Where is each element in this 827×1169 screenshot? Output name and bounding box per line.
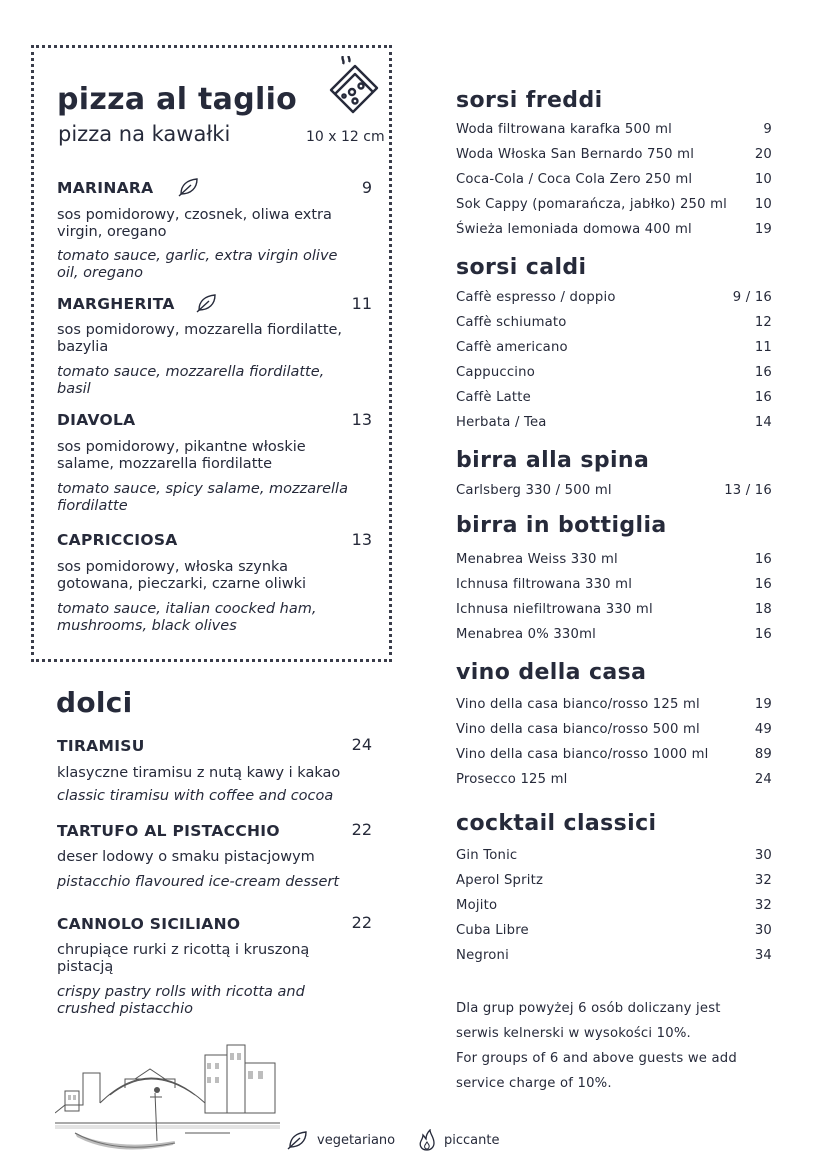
- drink-price: 9 / 16: [732, 289, 772, 305]
- drink-row: [456, 143, 772, 165]
- drink-name: Ichnusa niefiltrowana 330 ml: [456, 601, 653, 617]
- drink-name: Woda Włoska San Bernardo 750 ml: [456, 146, 695, 162]
- pizza-desc-pl: sos pomidorowy, czosnek, oliwa extra virgin, oregano: [57, 207, 332, 240]
- drink-row: [456, 218, 772, 240]
- drink-name: Sok Cappy (pomarańcza, jabłko) 250 ml: [456, 196, 728, 212]
- drink-name: Woda filtrowana karafka 500 ml: [456, 121, 673, 137]
- dolci-desc-pl: klasyczne tiramisu z nutą kawy i kakao: [57, 765, 341, 781]
- drink-row: [456, 573, 772, 595]
- drink-price: 19: [754, 221, 772, 237]
- drink-price: 16: [754, 576, 772, 592]
- drink-row: [456, 894, 772, 916]
- pizza-item-name: MARGHERITA: [57, 295, 175, 313]
- service-note-en-1: For groups of 6 and above guests we add: [456, 1051, 737, 1066]
- drink-name: Cuba Libre: [456, 922, 529, 938]
- pizza-subtitle: pizza na kawałki: [58, 122, 231, 146]
- dolci-item-name: TIRAMISU: [57, 737, 145, 755]
- dolci-desc-pl: chrupiące rurki z ricottą i kruszoną pistacją: [57, 942, 310, 975]
- service-note-en-2: service charge of 10%.: [456, 1076, 612, 1091]
- drink-name: Aperol Spritz: [456, 872, 544, 888]
- drink-row: [456, 869, 772, 891]
- drink-row: [456, 718, 772, 740]
- dolci-item-name: TARTUFO AL PISTACCHIO: [57, 822, 280, 840]
- drink-price: 10: [754, 171, 772, 187]
- pizza-desc-en: tomato sauce, garlic, extra virgin olive oil, oregano: [57, 248, 338, 281]
- drink-row: [456, 386, 772, 408]
- drink-name: Gin Tonic: [456, 847, 518, 863]
- venice-bridge-illustration: [55, 1033, 280, 1158]
- drink-price: 32: [754, 897, 772, 913]
- drink-name: Menabrea 0% 330ml: [456, 626, 597, 642]
- drink-name: Vino della casa bianco/rosso 1000 ml: [456, 746, 709, 762]
- pizza-item-name: CAPRICCIOSA: [57, 531, 178, 549]
- size-note: 10 x 12 cm: [306, 129, 385, 145]
- drink-row: [456, 768, 772, 790]
- pizza-item-name: MARINARA: [57, 179, 154, 197]
- drink-row: [456, 168, 772, 190]
- drink-name: Menabrea Weiss 330 ml: [456, 551, 618, 567]
- legend-spicy-label: piccante: [444, 1132, 500, 1148]
- drink-name: Negroni: [456, 947, 509, 963]
- leaf-icon: [196, 293, 218, 313]
- drink-row: [456, 844, 772, 866]
- drinks-section-title: vino della casa: [456, 660, 647, 685]
- drink-name: Ichnusa filtrowana 330 ml: [456, 576, 633, 592]
- pizza-desc-pl: sos pomidorowy, pikantne włoskie salame, mozzarella fiordilatte: [57, 439, 306, 472]
- pizza-title: pizza al taglio: [57, 82, 298, 117]
- drink-price: 30: [754, 847, 772, 863]
- drink-name: Vino della casa bianco/rosso 125 ml: [456, 696, 700, 712]
- pizza-item-name: DIAVOLA: [57, 411, 136, 429]
- drink-name: Caffè schiumato: [456, 314, 567, 330]
- pizza-item-price: 9: [361, 178, 372, 197]
- drink-price: 16: [754, 626, 772, 642]
- legend-vegetarian: [287, 1130, 395, 1150]
- drink-name: Prosecco 125 ml: [456, 771, 568, 787]
- drinks-section-title: birra alla spina: [456, 448, 650, 473]
- drink-name: Świeża lemoniada domowa 400 ml: [456, 221, 692, 237]
- drinks-section-title: cocktail classici: [456, 811, 657, 836]
- drink-row: [456, 311, 772, 333]
- drink-name: Caffè Latte: [456, 389, 531, 405]
- drink-name: Carlsberg 330 / 500 ml: [456, 482, 612, 498]
- pizza-desc-pl: sos pomidorowy, mozzarella fiordilatte, bazylia: [57, 322, 343, 355]
- drinks-section-title: sorsi freddi: [456, 88, 603, 113]
- drink-price: 18: [754, 601, 772, 617]
- drink-row: [456, 411, 772, 433]
- legend-vegetarian-label: vegetariano: [317, 1132, 396, 1148]
- drink-name: Caffè espresso / doppio: [456, 289, 616, 305]
- drink-name: Caffè americano: [456, 339, 568, 355]
- drink-row: [456, 193, 772, 215]
- drinks-section-title: sorsi caldi: [456, 255, 587, 280]
- drink-price: 32: [754, 872, 772, 888]
- pizza-item-price: 11: [351, 294, 372, 313]
- drink-name: Coca-Cola / Coca Cola Zero 250 ml: [456, 171, 693, 187]
- pizza-item-price: 13: [351, 530, 372, 549]
- dolci-desc-pl: deser lodowy o smaku pistacjowym: [57, 849, 315, 865]
- drink-price: 14: [754, 414, 772, 430]
- pizza-desc-pl: sos pomidorowy, włoska szynka gotowana, pieczarki, czarne oliwki: [57, 559, 307, 592]
- dolci-title: dolci: [56, 686, 133, 719]
- legend-spicy: [418, 1129, 499, 1151]
- drink-row: [456, 479, 772, 501]
- drink-row: [456, 118, 772, 140]
- drink-price: 10: [754, 196, 772, 212]
- drink-name: Vino della casa bianco/rosso 500 ml: [456, 721, 700, 737]
- leaf-icon: [287, 1130, 309, 1150]
- drink-price: 13 / 16: [724, 482, 772, 498]
- drink-price: 30: [754, 922, 772, 938]
- drink-price: 49: [754, 721, 772, 737]
- drink-price: 16: [754, 551, 772, 567]
- drink-row: [456, 598, 772, 620]
- drink-row: [456, 944, 772, 966]
- service-note: [456, 996, 786, 1096]
- dolci-item-price: 22: [351, 820, 372, 839]
- pizza-slice-icon: [325, 56, 385, 116]
- drink-price: 19: [754, 696, 772, 712]
- drink-price: 24: [754, 771, 772, 787]
- drink-name: Mojito: [456, 897, 498, 913]
- leaf-icon: [178, 177, 200, 197]
- drink-row: [456, 361, 772, 383]
- drink-row: [456, 286, 772, 308]
- drink-row: [456, 743, 772, 765]
- dolci-item-name: CANNOLO SICILIANO: [57, 915, 241, 933]
- pizza-desc-en: tomato sauce, mozzarella fiordilatte, basil: [57, 364, 325, 397]
- pizza-desc-en: tomato sauce, spicy salame, mozzarella fiordilatte: [57, 481, 348, 514]
- dolci-desc-en: crispy pastry rolls with ricotta and crushed pistacchio: [57, 984, 305, 1017]
- flame-icon: [418, 1129, 436, 1151]
- drink-price: 16: [754, 364, 772, 380]
- service-note-pl-2: serwis kelnerski w wysokości 10%.: [456, 1026, 691, 1041]
- drink-price: 16: [754, 389, 772, 405]
- drink-row: [456, 336, 772, 358]
- drink-price: 89: [754, 746, 772, 762]
- drink-row: [456, 919, 772, 941]
- drink-row: [456, 623, 772, 645]
- drink-price: 9: [763, 121, 772, 137]
- drink-row: [456, 548, 772, 570]
- drink-name: Cappuccino: [456, 364, 535, 380]
- pizza-desc-en: tomato sauce, italian coocked ham, mushrooms, black olives: [57, 601, 317, 634]
- dolci-item-price: 22: [351, 913, 372, 932]
- pizza-item-price: 13: [351, 410, 372, 429]
- drink-price: 12: [754, 314, 772, 330]
- drink-price: 20: [754, 146, 772, 162]
- dolci-desc-en: pistacchio flavoured ice-cream dessert: [57, 874, 340, 890]
- drink-price: 34: [754, 947, 772, 963]
- drink-price: 11: [754, 339, 772, 355]
- drinks-section-title: birra in bottiglia: [456, 513, 667, 538]
- dolci-desc-en: classic tiramisu with coffee and cocoa: [57, 788, 334, 804]
- drink-name: Herbata / Tea: [456, 414, 547, 430]
- dolci-item-price: 24: [351, 735, 372, 754]
- drink-row: [456, 693, 772, 715]
- service-note-pl-1: Dla grup powyżej 6 osób doliczany jest: [456, 1001, 721, 1016]
